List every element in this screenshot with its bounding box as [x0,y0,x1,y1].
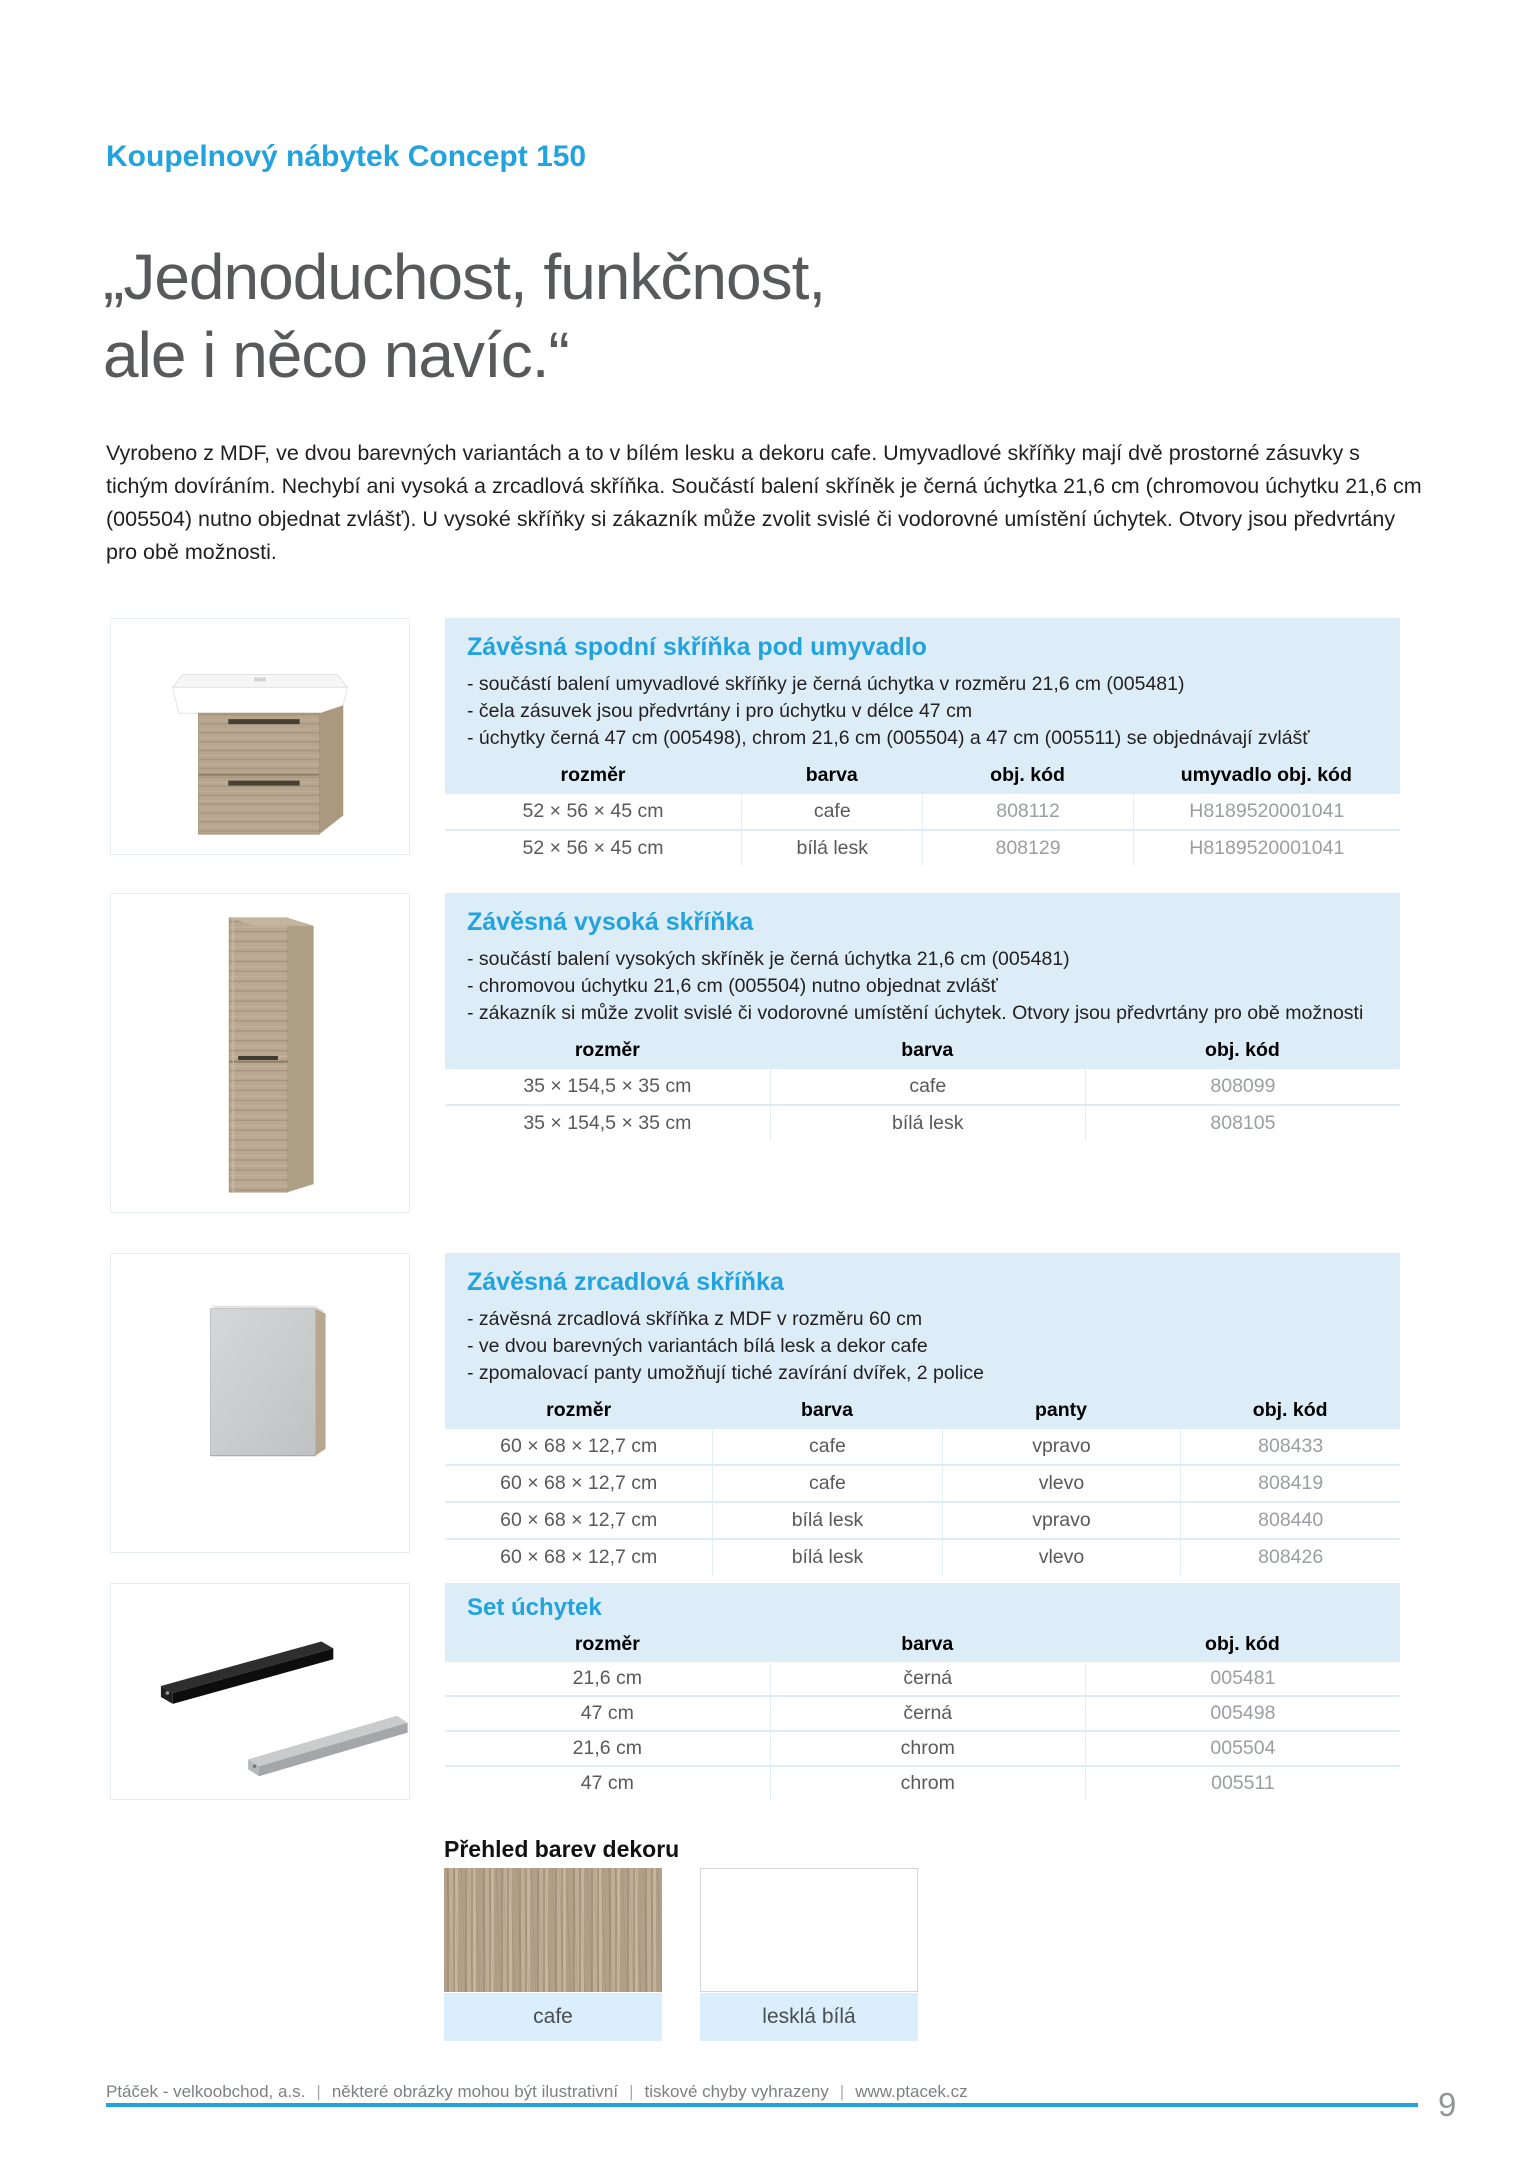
swatch-white-gloss [700,1868,918,2041]
bullet-item: - součástí balení vysokých skříněk je černá úchytka 21,6 cm (005481) [467,948,1070,970]
table-header-cell: rozměr [574,1038,640,1061]
mirror-cabinet-image [110,1253,410,1553]
table-row [445,1767,1400,1800]
page-headline [103,238,825,394]
tall-cabinet-illustration [111,894,409,1212]
bullet-item: - součástí balení umyvadlové skříňky je černá úchytka v rozměru 21,6 cm (005481) [467,673,1185,695]
table-cell: 808112 [922,794,1132,829]
table-header-cell: panty [1034,1398,1087,1421]
table-cell: 60 × 68 × 12,7 cm [445,1466,712,1501]
bullet-item: - čela zásuvek jsou předvrtány i pro úchytku v délce 47 cm [467,700,973,722]
table-cell: chrom [770,1732,1085,1765]
table-cell: 52 × 56 × 45 cm [445,831,741,866]
intro-paragraph: Vyrobeno z MDF, ve dvou barevných variantách a to v bílém lesku a dekoru cafe. Umyvadlové skříňky mají dvě prostorné zásuvky s tichým dovíráním. Nechybí ani vysoká a zrcadlová skříňka. Součástí balení skříněk je černá úchytka 21,6 cm (chromovou úchytku 21,6 cm (005504) nutno objednat zvlášť). U vysoké skříňky si zákazník může zvolit svislé či vodorovné umístění úchytek. Otvory jsou předvrtány pro obě možnosti. [106,441,1422,564]
table-cell: 808129 [922,831,1132,866]
section-title: Závěsná zrcadlová skříňka [467,1268,784,1296]
table-cell: 47 cm [445,1767,770,1800]
table-cell: 808440 [1180,1503,1400,1538]
table-cell: 005511 [1085,1767,1400,1800]
table-row [445,1540,1400,1575]
table-cell: H8189520001041 [1133,831,1400,866]
table-cell: 35 × 154,5 × 35 cm [445,1106,770,1141]
bullet-item: - závěsná zrcadlová skříňka z MDF v rozměru 60 cm [467,1308,923,1330]
footer-separator: | [629,2082,634,2101]
table-header-cell: barva [901,1632,954,1655]
section-handle-set [445,1583,1400,1800]
table-cell: černá [770,1697,1085,1730]
section-title: Závěsná spodní skříňka pod umyvadlo [467,633,927,661]
table-header-cell: obj. kód [1205,1632,1280,1655]
table-cell: bílá lesk [741,831,922,866]
washbasin-cabinet-image [110,618,410,855]
footer-separator: | [839,2082,845,2101]
section-mirror-cabinet [445,1253,1400,1568]
footer-item: tiskové chyby vyhrazeny [644,2082,829,2101]
table-row [445,794,1400,829]
section-bullets [445,1297,1400,1387]
tall-cabinet-image [110,893,410,1213]
footer-separator: | [316,2082,321,2101]
table-cell: bílá lesk [712,1503,941,1538]
page-kicker: Koupelnový nábytek Concept 150 [106,140,587,173]
section-bullets [445,937,1400,1027]
table-cell: chrom [770,1767,1085,1800]
section-title: Set úchytek [467,1594,602,1621]
table-header-cell: barva [805,763,858,786]
table-header-cell: rozměr [546,1398,612,1421]
white-gloss-swatch [700,1868,918,1992]
table-cell: 47 cm [445,1697,770,1730]
table-cell: cafe [741,794,922,829]
table-cell: vlevo [942,1540,1181,1575]
table-header-cell: rozměr [560,763,626,786]
table-row [445,1697,1400,1730]
mirror-cabinet-illustration [111,1254,409,1552]
table-cell: 005498 [1085,1697,1400,1730]
swatch-cafe [444,1868,662,2041]
table-cell: 60 × 68 × 12,7 cm [445,1503,712,1538]
table-row [445,1503,1400,1538]
table-row [445,1662,1400,1695]
table-row [445,1106,1400,1141]
swatch-label: lesklá bílá [700,1993,918,2041]
footer-rule [106,2103,1418,2107]
table-header-cell: barva [901,1038,954,1061]
bullet-item: - ve dvou barevných variantách bílá lesk a dekor cafe [467,1335,928,1357]
table-cell: 52 × 56 × 45 cm [445,794,741,829]
product-table [445,1031,1400,1143]
headline-line-2: ale i něco navíc.“ [103,319,569,391]
table-cell: cafe [712,1429,941,1464]
table-cell: cafe [712,1466,941,1501]
table-header-cell: obj. kód [990,763,1065,786]
table-row [445,1732,1400,1765]
table-cell: 808099 [1085,1069,1400,1104]
table-header-cell: rozměr [574,1632,640,1655]
table-cell: 808426 [1180,1540,1400,1575]
table-header-cell: obj. kód [1252,1398,1328,1421]
footer-item: některé obrázky mohou být ilustrativní [331,2082,619,2101]
section-bullets [445,662,1400,752]
table-header-row [445,1033,1400,1067]
table-header-cell: obj. kód [1205,1038,1280,1061]
footer-link[interactable]: www.ptacek.cz [855,2082,968,2101]
handle-set-illustration [111,1584,409,1799]
product-table [445,1626,1400,1802]
section-washbasin-cabinet [445,618,1400,859]
section-title: Závěsná vysoká skříňka [467,908,754,936]
table-row [445,1429,1400,1464]
table-header-row [445,758,1400,792]
footer-item: Ptáček - velkoobchod, a.s. [106,2082,306,2101]
headline-line-1: „Jednoduchost, funkčnost, [103,241,826,313]
table-cell: 21,6 cm [445,1662,770,1695]
table-cell: vlevo [942,1466,1181,1501]
table-row [445,831,1400,866]
product-table [445,1391,1400,1577]
table-cell: 35 × 154,5 × 35 cm [445,1069,770,1104]
table-header-row [445,1628,1400,1660]
table-cell: černá [770,1662,1085,1695]
table-cell: 808105 [1085,1106,1400,1141]
table-row [445,1069,1400,1104]
table-cell: 005481 [1085,1662,1400,1695]
page-number: 9 [1438,2086,1457,2123]
table-cell: bílá lesk [712,1540,941,1575]
table-cell: 005504 [1085,1732,1400,1765]
swatch-label: cafe [444,1993,662,2041]
table-cell: vpravo [942,1503,1181,1538]
table-cell: 60 × 68 × 12,7 cm [445,1429,712,1464]
bullet-item: - zákazník si může zvolit svislé či vodorovné umístění úchytek. Otvory jsou předvrtány pro obě možnosti [467,1002,1364,1024]
table-cell: 808433 [1180,1429,1400,1464]
table-cell: vpravo [942,1429,1181,1464]
table-header-cell: umyvadlo obj. kód [1180,763,1352,786]
section-tall-cabinet [445,893,1400,1134]
bullet-item: - zpomalovací panty umožňují tiché zavírání dvířek, 2 police [467,1362,984,1384]
product-table [445,756,1400,868]
table-header-cell: barva [800,1398,853,1421]
bullet-item: - úchytky černá 47 cm (005498), chrom 21,6 cm (005504) a 47 cm (005511) se objednávají zvlášť [467,727,1310,749]
table-cell: 808419 [1180,1466,1400,1501]
handle-set-image [110,1583,410,1800]
table-cell: cafe [770,1069,1085,1104]
table-cell: bílá lesk [770,1106,1085,1141]
footer [106,2082,968,2102]
table-row [445,1466,1400,1501]
table-cell: H8189520001041 [1133,794,1400,829]
washbasin-cabinet-illustration [111,619,409,854]
table-cell: 60 × 68 × 12,7 cm [445,1540,712,1575]
decor-colors-heading: Přehled barev dekoru [444,1836,680,1862]
bullet-item: - chromovou úchytku 21,6 cm (005504) nutno objednat zvlášť [467,975,998,997]
table-header-row [445,1393,1400,1427]
table-cell: 21,6 cm [445,1732,770,1765]
cafe-texture-swatch [444,1868,662,1992]
